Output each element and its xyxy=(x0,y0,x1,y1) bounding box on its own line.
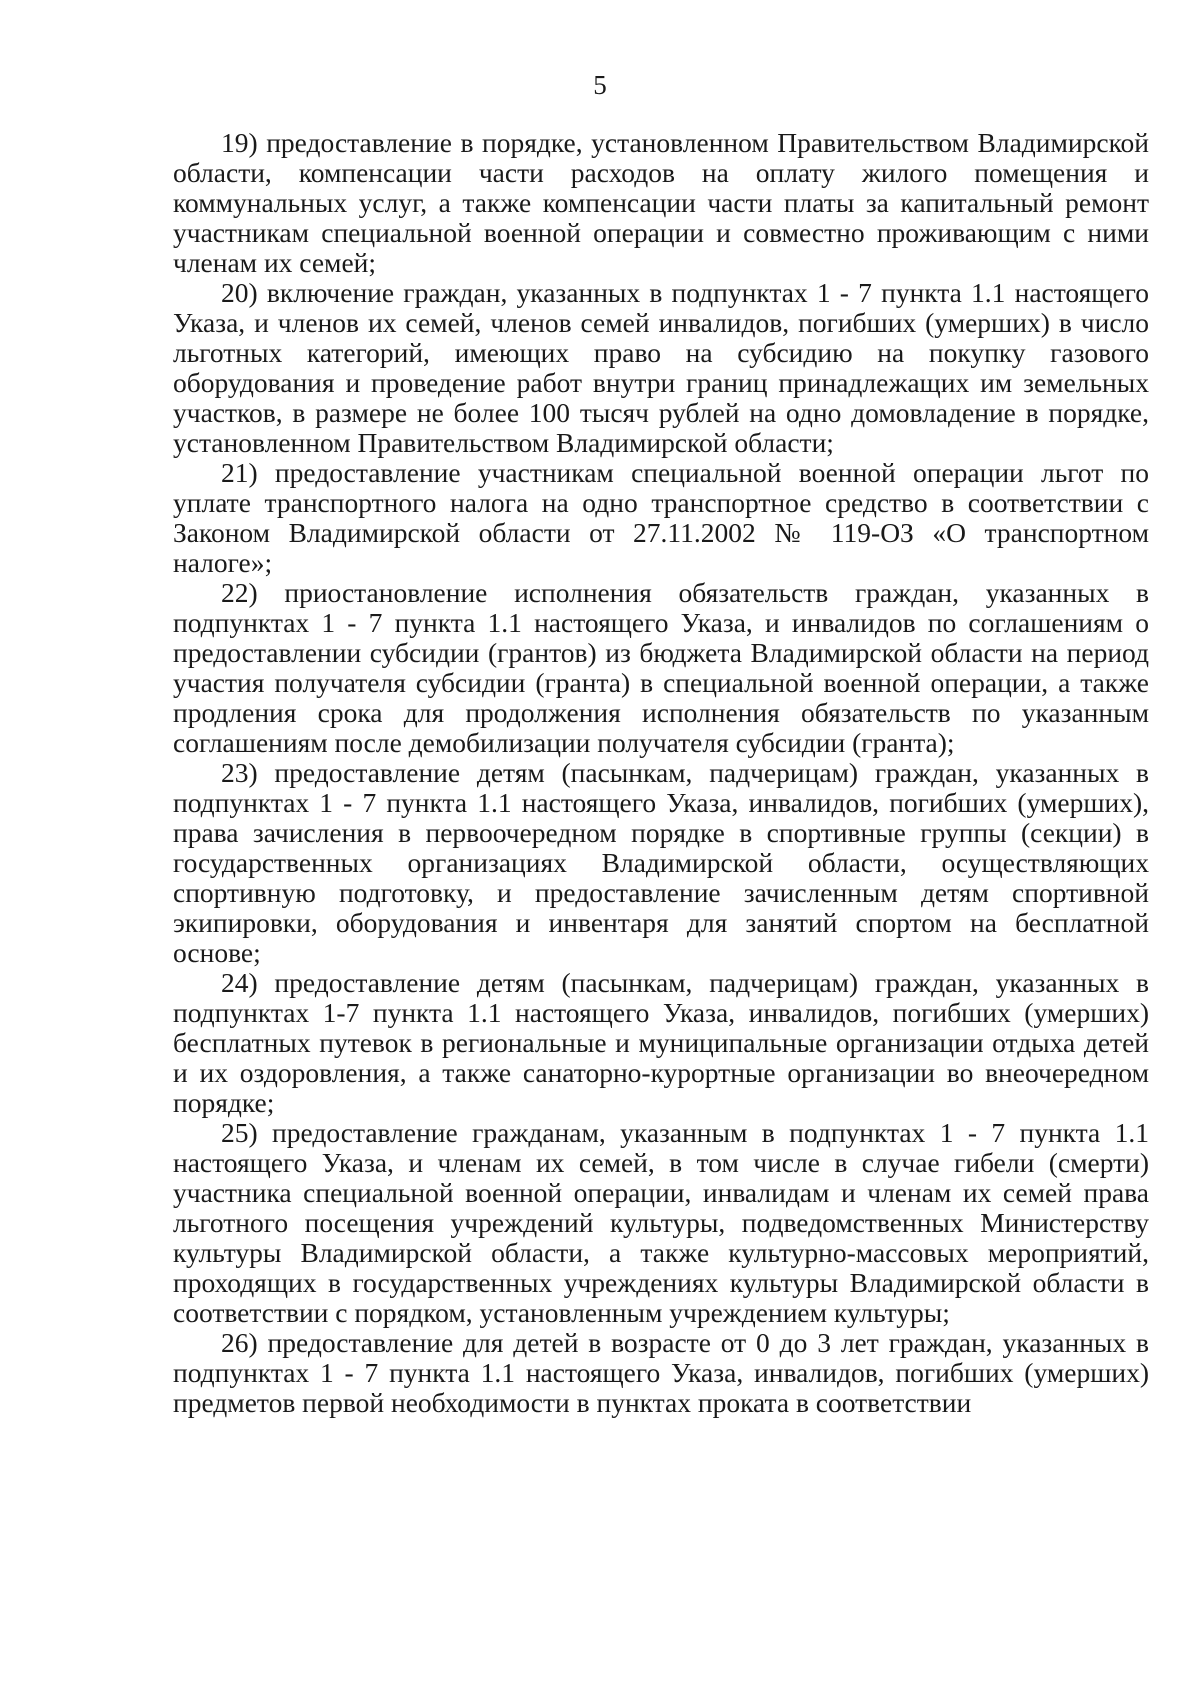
list-item-25: 25) предоставление гражданам, указанным в подпунктах 1 - 7 пункта 1.1 настоящего Указа, и членам их семей, в том числе в случае гибели (смерти) участника специальной военной операции, инвалидам и членам их семей права льготного посещения учреждений культуры, подведомственных Министерству культуры Владимирской области, а также культурно-массовых мероприятий, проходящих в государственных учреждениях культуры Владимирской области в соответствии с порядком, установленным учреждением культуры; xyxy=(173,1117,1149,1328)
list-item-23: 23) предоставление детям (пасынкам, падчерицам) граждан, указанных в подпунктах 1 - 7 пункта 1.1 настоящего Указа, инвалидов, погибших (умерших), права зачисления в первоочередном порядке в спортивные группы (секции) в государственных организациях Владимирской области, осуществляющих спортивную подготовку, и предоставление зачисленным детям спортивной экипировки, оборудования и инвентаря для занятий спортом на бесплатной основе; xyxy=(173,757,1149,968)
page-number: 5 xyxy=(593,70,607,100)
list-item-20: 20) включение граждан, указанных в подпунктах 1 - 7 пункта 1.1 настоящего Указа, и членов их семей, членов семей инвалидов, погибших (умерших) в число льготных категорий, имеющих право на субсидию на покупку газового оборудования и проведение работ внутри границ принадлежащих им земельных участков, в размере не более 100 тысяч рублей на одно домовладение в порядке, установленном Правительством Владимирской области; xyxy=(173,277,1149,458)
list-item-21: 21) предоставление участникам специальной военной операции льгот по уплате транспортного налога на одно транспортное средство в соответствии с Законом Владимирской области от 27.11.2002 № 119-ОЗ «О транспортном налоге»; xyxy=(173,457,1149,578)
document-body xyxy=(173,128,1149,1418)
list-item-24: 24) предоставление детям (пасынкам, падчерицам) граждан, указанных в подпунктах 1-7 пункта 1.1 настоящего Указа, инвалидов, погибших (умерших) бесплатных путевок в региональные и муниципальные организации отдыха детей и их оздоровления, а также санаторно-курортные организации во внеочередном порядке; xyxy=(173,967,1149,1118)
list-item-19: 19) предоставление в порядке, установленном Правительством Владимирской области, компенсации части расходов на оплату жилого помещения и коммунальных услуг, а также компенсации части платы за капитальный ремонт участникам специальной военной операции и совместно проживающим с ними членам их семей; xyxy=(173,127,1149,278)
list-item-22: 22) приостановление исполнения обязательств граждан, указанных в подпунктах 1 - 7 пункта 1.1 настоящего Указа, и инвалидов по соглашениям о предоставлении субсидии (грантов) из бюджета Владимирской области на период участия получателя субсидии (гранта) в специальной военной операции, а также продления срока для продолжения исполнения обязательств по указанным соглашениям после демобилизации получателя субсидии (гранта); xyxy=(173,577,1149,758)
list-item-26: 26) предоставление для детей в возрасте от 0 до 3 лет граждан, указанных в подпунктах 1 - 7 пункта 1.1 настоящего Указа, инвалидов, погибших (умерших) предметов первой необходимости в пунктах проката в соответствии xyxy=(173,1327,1149,1418)
